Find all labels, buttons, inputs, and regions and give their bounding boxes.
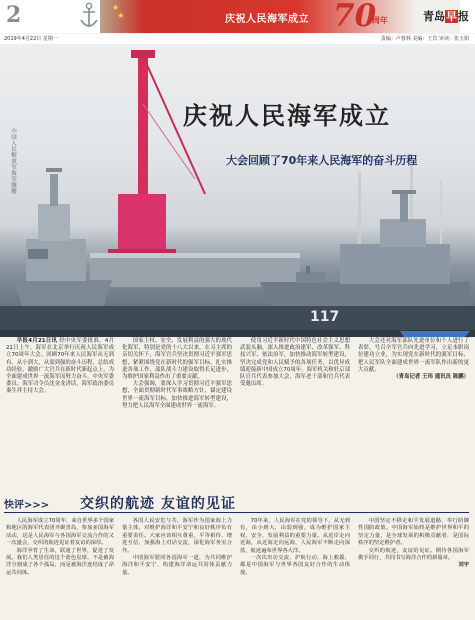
article-column-1	[6, 338, 114, 396]
article-paragraph: 国家主权、安全、发展利益的强大的现代化海军，特别是党的十八大以来，在习主席的亲切关怀下，海军官兵坚决贯彻习近平强军思想，紧紧围绕党在新时代的强军目标，扎实推进各项工作，部队战斗力建设取得长足进步，为维护国家利益作出了重要贡献。	[122, 338, 232, 381]
small-boat	[400, 331, 470, 337]
article-column-3	[240, 338, 350, 388]
commentary-author: 刘宇	[458, 562, 469, 569]
anniversary-number: 70	[333, 0, 377, 33]
page-header	[0, 0, 475, 33]
flag-stars-icon: ★ ★	[112, 3, 125, 20]
meta-line	[0, 34, 475, 44]
commentary-header	[0, 490, 475, 516]
article-column-4	[358, 338, 469, 381]
commentary-title: 交织的航迹 友谊的见证	[80, 496, 236, 512]
news-photo	[0, 44, 475, 337]
harbor-scene	[0, 44, 475, 337]
distant-tower	[358, 172, 361, 252]
article-paragraph: 大会强调，要深入学习贯彻习近平强军思想，全面贯彻新时代军事战略方针，锚定建设世界一流海军目标，加快推进海军转型建设，努力把人民海军全面建成世界一流海军。	[122, 381, 232, 409]
distant-tower	[440, 179, 442, 249]
paper-name-accent: 早	[446, 10, 457, 23]
news-article	[6, 338, 469, 488]
commentary-paragraph: 人民海军成立70周年，来自世界多个国家和地区的海军代表团齐聚青岛，参加多国海军活动，这是人民海军与各国海军交流合作的又一次盛会，交织的航迹见证着友谊的深厚。	[6, 518, 114, 547]
commentary-label: 快评>>>	[4, 500, 50, 511]
newspaper-name	[423, 8, 469, 24]
photo-caption: 中国人民解放军海军舰艇	[10, 128, 16, 194]
commentary-column-4	[358, 518, 469, 570]
commentary-paragraph: 一次次出访交流、护航行动、海上救援，都是中国海军与世界各国友好合作的生动体现。	[240, 555, 350, 576]
paragraph-text: 经中央军委批准，4月21日上午，海军在北京举行庆祝人民海军成立70周年大会。回顾70年来人民海军从无到有、从小到大、从弱到强的奋斗历程，总结成功经验，激励广大官兵在新时代新起点上，为全面建成世界一流海军而努力奋斗。中央军委委员、海军司令员沈金龙讲话，海军政治委员秦生祥主持大会。	[6, 338, 114, 395]
page-number: 2	[6, 2, 22, 28]
anniversary-unit: 周年	[372, 16, 388, 25]
anchor-icon	[78, 2, 100, 30]
commentary-paragraph: 中国坚定不移走和平发展道路，奉行防御性国防政策。中国海军始终是维护世界和平的坚定力量，是全球发展的积极贡献者，是国际秩序的坚定维护者。	[358, 518, 469, 547]
commentary-paragraph: 交织的航迹，友谊的见证。期待各国海军携手同行，共同书写海洋合作的新篇章。	[358, 547, 469, 562]
article-paragraph: 使用习近平新时代中国特色社会主义思想武装头脑，深入推进政治建军、改革强军、科技兴军、依法治军，加快推动海军转型建设，坚决完成党和人民赋予的各项任务，以优异成绩迎接新中国成立70周年。海军机关和驻京部队官兵代表参加大会，海军老干部和官兵代表受邀出席。	[240, 338, 350, 388]
commentary-paragraph: 中国海军愿同各国海军一道，为共同维护海洋和平安宁、构建海洋命运共同体贡献力量。	[122, 555, 232, 576]
article-paragraph: 大会还对海军部队先进单位和个人进行了表彰，号召全军官兵向先进学习，立足本职岗位建功立业，为实现党在新时代的强军目标、把人民军队全面建成世界一流军队作出新的更大贡献。	[358, 338, 469, 373]
divider	[4, 512, 469, 513]
headline: 庆祝人民海军成立	[183, 102, 391, 130]
editor-credits: 责编：卢蓉林 美编：王宾 审读：张玉娟	[380, 36, 469, 42]
issue-date: 2019年4月22日 星期一	[4, 36, 58, 42]
commentary-paragraph: 海洋孕育了生命，联通了世界，促进了发展。我们人类居住的这个蓝色星球，不是被海洋分割成了各个孤岛，而是被海洋连结成了命运共同体。	[6, 547, 114, 576]
dateline: 早报4月21日讯	[16, 338, 58, 344]
commentary-paragraph: 70年来，人民海军在党的领导下，从无到有，由小到大，由弱到强，成为维护国家主权、安全、发展利益的重要力量。从近岸走向近海，从近海走向远海，人民海军不断走向深蓝，航迹遍布世界各大洋。	[240, 518, 350, 554]
commentary-column-3	[240, 518, 350, 577]
commentary-column-2	[122, 518, 232, 577]
paper-name-suffix: 报	[458, 10, 469, 23]
red-crane	[108, 50, 205, 267]
section-title: 庆祝人民海军成立	[225, 14, 309, 25]
hull-number: 117	[310, 309, 340, 325]
article-byline: （青岛记者 王玮 通讯员 陈鹏）	[393, 374, 469, 381]
article-column-2	[122, 338, 232, 410]
dock-edge	[90, 253, 300, 258]
article-paragraph	[6, 338, 114, 396]
left-warship	[14, 168, 112, 306]
subheadline: 大会回顾了70年来人民海军的奋斗历程	[226, 154, 418, 167]
commentary-paragraph: 各国人民安危与共，海军作为国家海上力量主体，对维护海洋和平安宁和良好秩序负有重要责任。大家应该相互尊重、平等相待、增进互信，加强海上对话交流，深化海军务实合作。	[122, 518, 232, 554]
commentary-column-1	[6, 518, 114, 577]
paper-name-prefix: 青岛	[423, 10, 445, 23]
commentary-body	[6, 518, 469, 618]
